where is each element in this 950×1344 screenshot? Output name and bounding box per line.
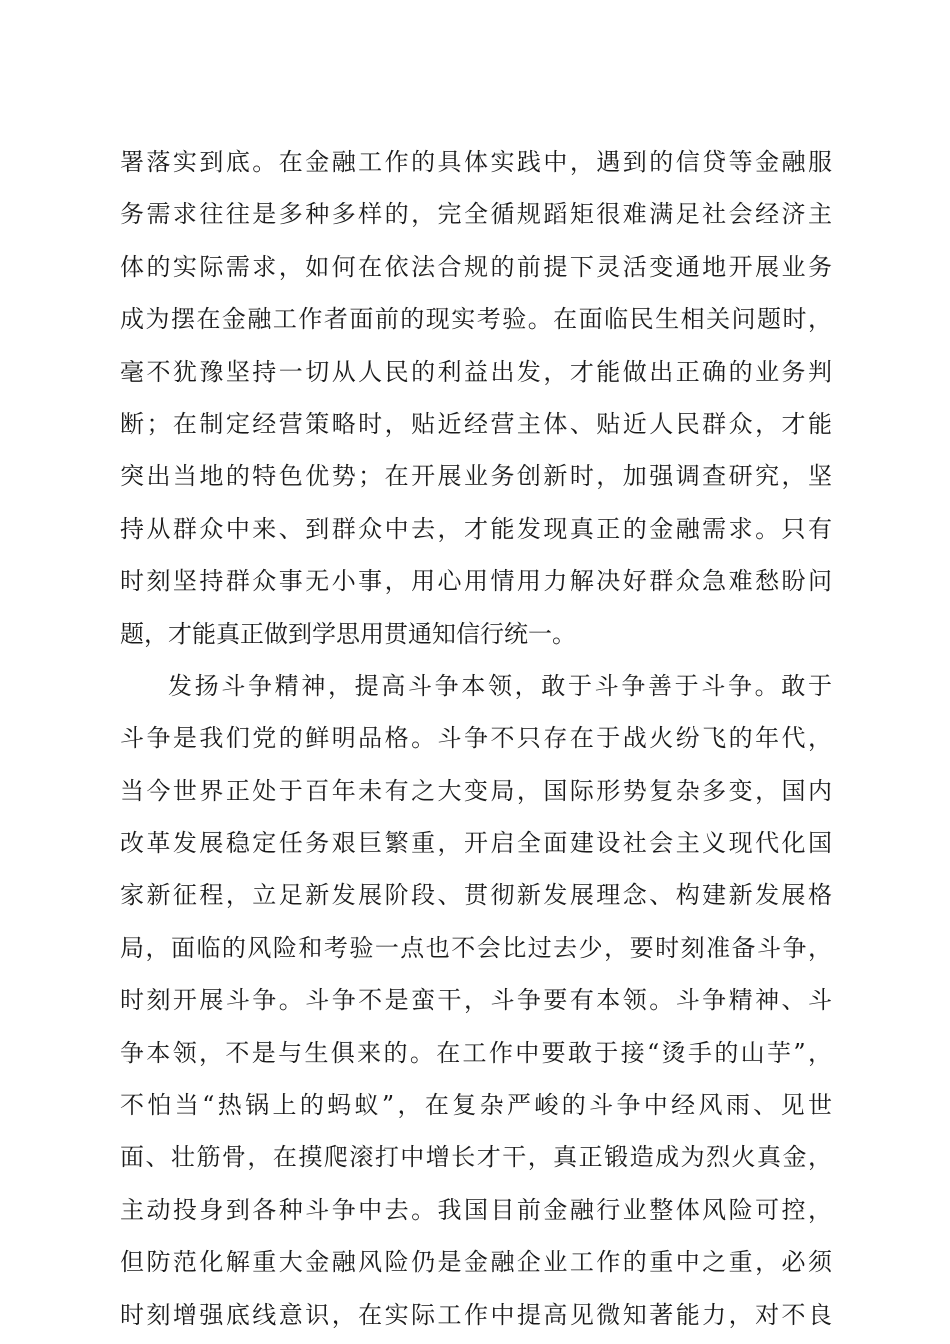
- text-line: 争本领，不是与生俱来的。在工作中要敢于接“烫手的山芋”，: [120, 1038, 832, 1067]
- text-line: 时刻开展斗争。斗争不是蛮干，斗争要有本领。斗争精神、斗: [120, 986, 832, 1015]
- text-line: 断；在制定经营策略时，贴近经营主体、贴近人民群众，才能: [120, 409, 832, 438]
- text-line: 务需求往往是多种多样的，完全循规蹈矩很难满足社会经济主: [120, 200, 832, 229]
- text-line: 突出当地的特色优势；在开展业务创新时，加强调查研究，坚: [120, 462, 832, 491]
- text-line: 面、壮筋骨，在摸爬滚打中增长才干，真正锻造成为烈火真金，: [120, 1143, 832, 1172]
- text-line: 署落实到底。在金融工作的具体实践中，遇到的信贷等金融服: [120, 148, 832, 176]
- text-line: 持从群众中来、到群众中去，才能发现真正的金融需求。只有: [120, 514, 832, 543]
- text-line: 局，面临的风险和考验一点也不会比过去少，要时刻准备斗争，: [120, 933, 832, 962]
- text-line: 主动投身到各种斗争中去。我国目前金融行业整体风险可控，: [120, 1195, 832, 1224]
- text-line: 斗争是我们党的鲜明品格。斗争不只存在于战火纷飞的年代，: [120, 724, 832, 753]
- text-line: 毫不犹豫坚持一切从人民的利益出发，才能做出正确的业务判: [120, 357, 832, 386]
- paragraph-end-line: 题，才能真正做到学思用贯通知信行统一。: [120, 619, 576, 648]
- body-text: [120, 136, 832, 1341]
- paragraph-start-line: 发扬斗争精神，提高斗争本领，敢于斗争善于斗争。敢于: [168, 671, 832, 700]
- text-line: 改革发展稳定任务艰巨繁重，开启全面建设社会主义现代化国: [120, 829, 832, 858]
- text-line: 成为摆在金融工作者面前的现实考验。在面临民生相关问题时，: [120, 305, 832, 334]
- text-line: 体的实际需求，如何在依法合规的前提下灵活变通地开展业务: [120, 252, 832, 281]
- text-line: 家新征程，立足新发展阶段、贯彻新发展理念、构建新发展格: [120, 881, 832, 910]
- text-line: 但防范化解重大金融风险仍是金融企业工作的重中之重，必须: [120, 1248, 832, 1277]
- text-line: 当今世界正处于百年未有之大变局，国际形势复杂多变，国内: [120, 776, 832, 805]
- text-line: 时刻坚持群众事无小事，用心用情用力解决好群众急难愁盼问: [120, 567, 832, 596]
- text-line: 时刻增强底线意识，在实际工作中提高见微知著能力，对不良: [120, 1300, 832, 1329]
- text-line: 不怕当“热锅上的蚂蚁”，在复杂严峻的斗争中经风雨、见世: [120, 1091, 832, 1120]
